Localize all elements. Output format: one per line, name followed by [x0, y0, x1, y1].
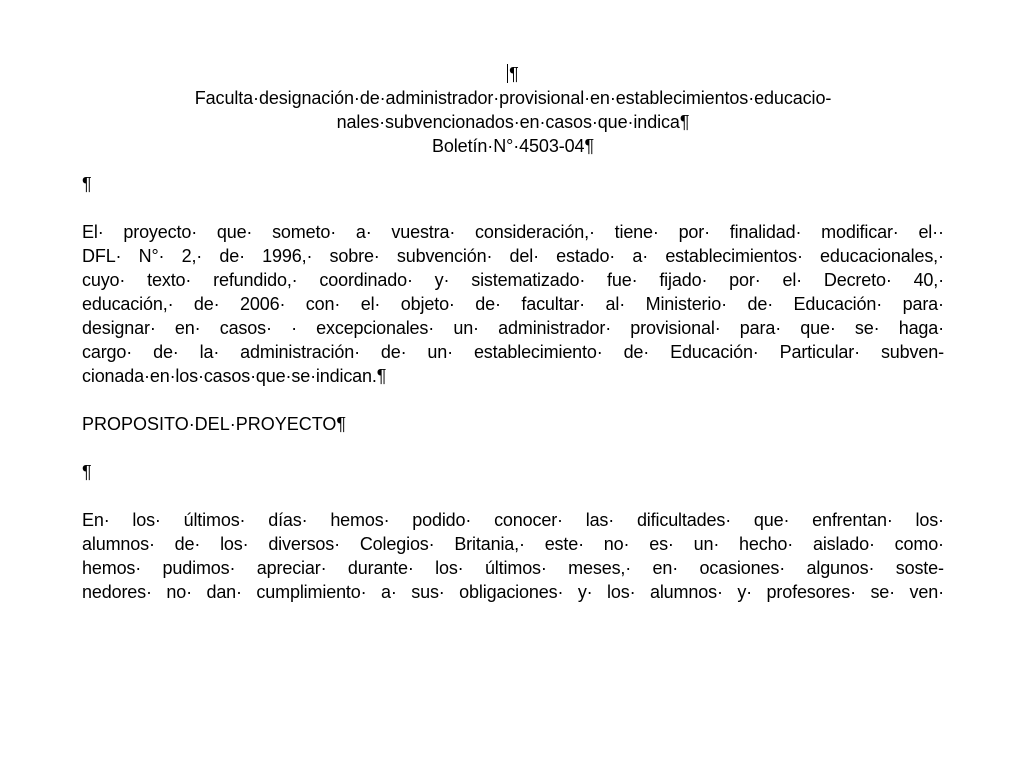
empty-paragraph-mark: ¶ [82, 174, 92, 194]
paragraph-line: educación,· de· 2006· con· el· objeto· de· facultar· al· Ministerio· de· Educación· para· [82, 294, 944, 314]
paragraph-line: DFL· N°· 2,· de· 1996,· sobre· subvención· del· estado· a· establecimientos· educacionales,· [82, 246, 944, 266]
title-block [82, 86, 944, 158]
paragraph-introduction [82, 220, 944, 388]
paragraph-line-last: cionada·en·los·casos·que·se·indican.¶ [82, 366, 387, 386]
paragraph-line: El· proyecto· que· someto· a· vuestra· consideración,· tiene· por· finalidad· modificar· el·· [82, 222, 944, 242]
paragraph-line: cargo· de· la· administración· de· un· establecimiento· de· Educación· Particular· subven- [82, 342, 944, 362]
paragraph-line: nedores· no· dan· cumplimiento· a· sus· obligaciones· y· los· alumnos· y· profesores· se· ven· [82, 582, 944, 602]
paragraph-line: cuyo· texto· refundido,· coordinado· y· sistematizado· fue· fijado· por· el· Decreto· 40,· [82, 270, 944, 290]
document-body[interactable] [82, 62, 944, 604]
text-cursor [507, 64, 508, 83]
paragraph-context [82, 508, 944, 604]
paragraph-line: alumnos· de· los· diversos· Colegios· Britania,· este· no· es· un· hecho· aislado· como· [82, 534, 944, 554]
paragraph-line: hemos· pudimos· apreciar· durante· los· últimos· meses,· en· ocasiones· algunos· soste- [82, 558, 944, 578]
top-paragraph-mark[interactable]: ¶ [509, 64, 519, 84]
paragraph-line: En· los· últimos· días· hemos· podido· conocer· las· dificultades· que· enfrentan· los· [82, 510, 944, 530]
empty-paragraph-mark-2: ¶ [82, 462, 92, 482]
bulletin-number: Boletín·N°·4503-04¶ [431, 136, 595, 156]
paragraph-line: designar· en· casos· · excepcionales· un· administrador· provisional· para· que· se· haga· [82, 318, 944, 338]
title-line-1: Faculta·designación·de·administrador·provisional·en·establecimientos·educacio- [194, 88, 832, 108]
title-line-2: nales·subvencionados·en·casos·que·indica¶ [336, 112, 690, 132]
section-heading: PROPOSITO·DEL·PROYECTO¶ [82, 414, 347, 434]
